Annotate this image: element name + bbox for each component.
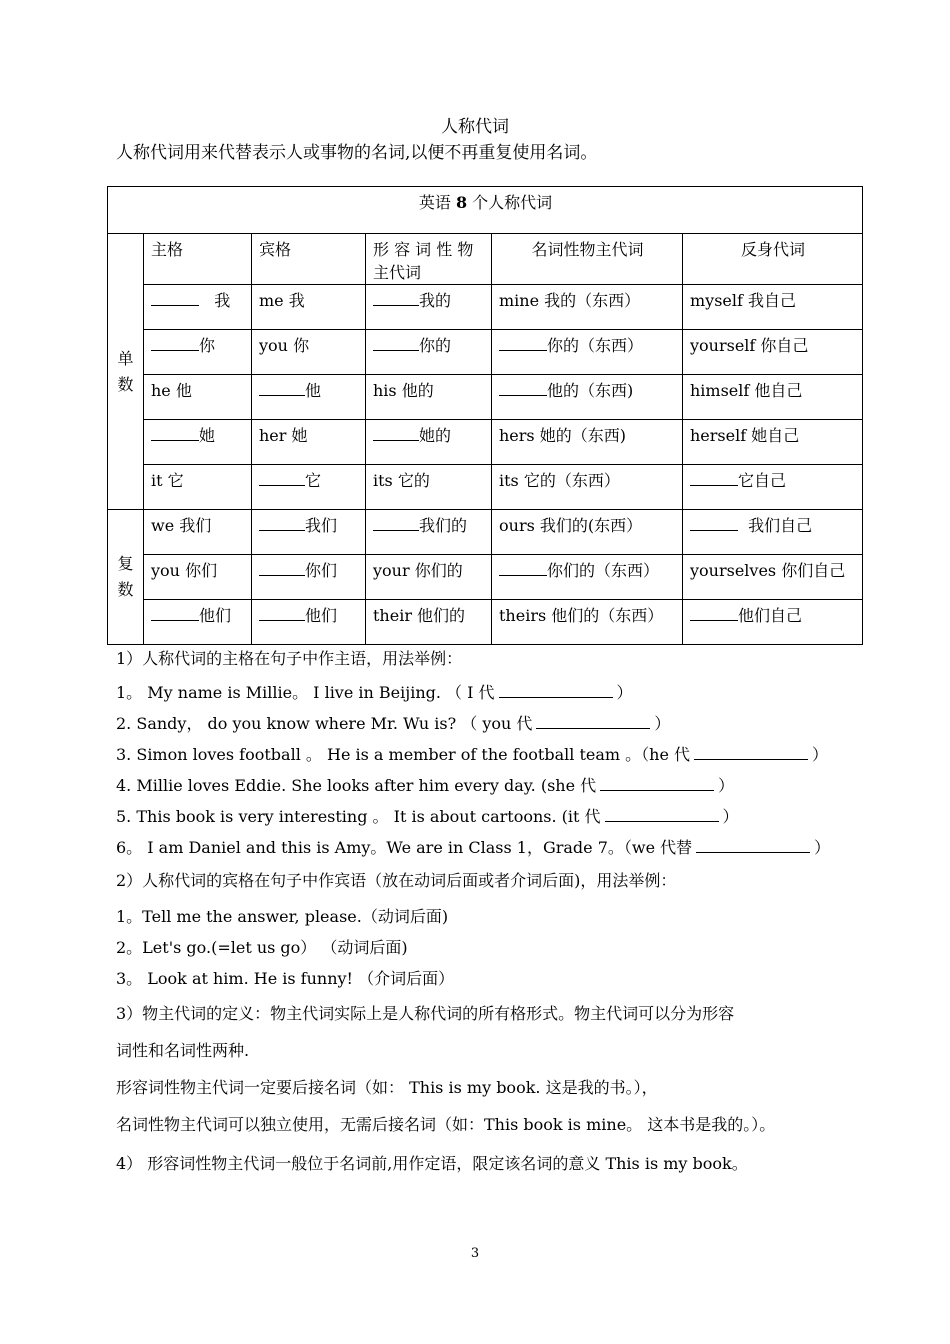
table-row: 复 数 we 我们 我们 我们的 ours 我们的(东西） 我们自己: [108, 510, 863, 555]
example-6: 6。 I am Daniel and this is Amy。We are in Class 1，Grade 7。（we 代替 ）: [116, 838, 831, 857]
table-row: it 它 它 its 它的 its 它的（东西） 它自己: [108, 465, 863, 510]
example-2: 2. Sandy， do you know where Mr. Wu is? （ you 代 ）: [116, 714, 671, 733]
table-row: 你 you 你 你的 你的（东西） yourself 你自己: [108, 330, 863, 375]
object-example-2: 2。Let's go.(=let us go） （动词后面): [116, 938, 408, 957]
answer-blank: [694, 747, 808, 760]
header-object: 宾格: [252, 234, 366, 285]
table-row: 我 me 我 我的 mine 我的（东西） myself 我自己: [108, 285, 863, 330]
table-row: 她 her 她 她的 hers 她的（东西) herself 她自己: [108, 420, 863, 465]
example-1: 1。 My name is Millie。 I live in Beijing. （ I 代 ）: [116, 683, 633, 702]
table-row: he 他 他 his 他的 他的（东西) himself 他自己: [108, 375, 863, 420]
section-4-line: 4） 形容词性物主代词一般位于名词前,用作定语，限定该名词的意义 This is my book。: [116, 1154, 748, 1173]
section-1-title: 1）人称代词的主格在句子中作主语，用法举例：: [116, 649, 463, 668]
answer-blank: [499, 685, 613, 698]
example-5: 5. This book is very interesting 。 It is about cartoons. (it 代 ）: [116, 807, 739, 826]
table-caption: 英语 8 个人称代词: [108, 187, 863, 234]
pronoun-table: [107, 186, 863, 645]
table-row: 他们 他们 their 他们的 theirs 他们的（东西） 他们自己: [108, 600, 863, 645]
object-example-1: 1。Tell me the answer, please.（动词后面): [116, 907, 449, 926]
noun-possessive-note: 名词性物主代词可以独立使用，无需后接名词（如：This book is mine。 这本书是我的。）。: [116, 1115, 776, 1134]
group-singular: 单 数: [108, 234, 144, 510]
example-4: 4. Millie loves Eddie. She looks after him every day. (she 代 ）: [116, 776, 735, 795]
page-title: 人称代词: [441, 117, 509, 137]
table-row: you 你们 你们 your 你们的 你们的（东西） yourselves 你们自己: [108, 555, 863, 600]
group-plural: 复 数: [108, 510, 144, 645]
answer-blank: [696, 840, 810, 853]
section-3-line-2: 词性和名词性两种.: [116, 1041, 250, 1060]
section-2-title: 2）人称代词的宾格在句子中作宾语（放在动词后面或者介词后面)，用法举例：: [116, 871, 677, 890]
page-number: 3: [470, 1246, 480, 1261]
header-noun-possessive: 名词性物主代词: [492, 234, 683, 285]
answer-blank: [536, 716, 650, 729]
header-subject: 主格: [144, 234, 252, 285]
example-3: 3. Simon loves football 。 He is a member of the football team 。（he 代 ）: [116, 745, 829, 764]
header-reflexive: 反身代词: [683, 234, 863, 285]
section-3-line-1: 3）物主代词的定义：物主代词实际上是人称代词的所有格形式。物主代词可以分为形容: [116, 1004, 735, 1023]
intro-text: 人称代词用来代替表示人或事物的名词,以便不再重复使用名词。: [116, 143, 598, 163]
adjective-possessive-note: 形容词性物主代词一定要后接名词（如： This is my book. 这是我的书。），: [116, 1078, 658, 1097]
header-adj-possessive: 形 容 词 性 物 主代词: [366, 234, 492, 285]
answer-blank: [600, 778, 714, 791]
object-example-3: 3。 Look at him. He is funny! （介词后面）: [116, 969, 455, 988]
answer-blank: [605, 809, 719, 822]
